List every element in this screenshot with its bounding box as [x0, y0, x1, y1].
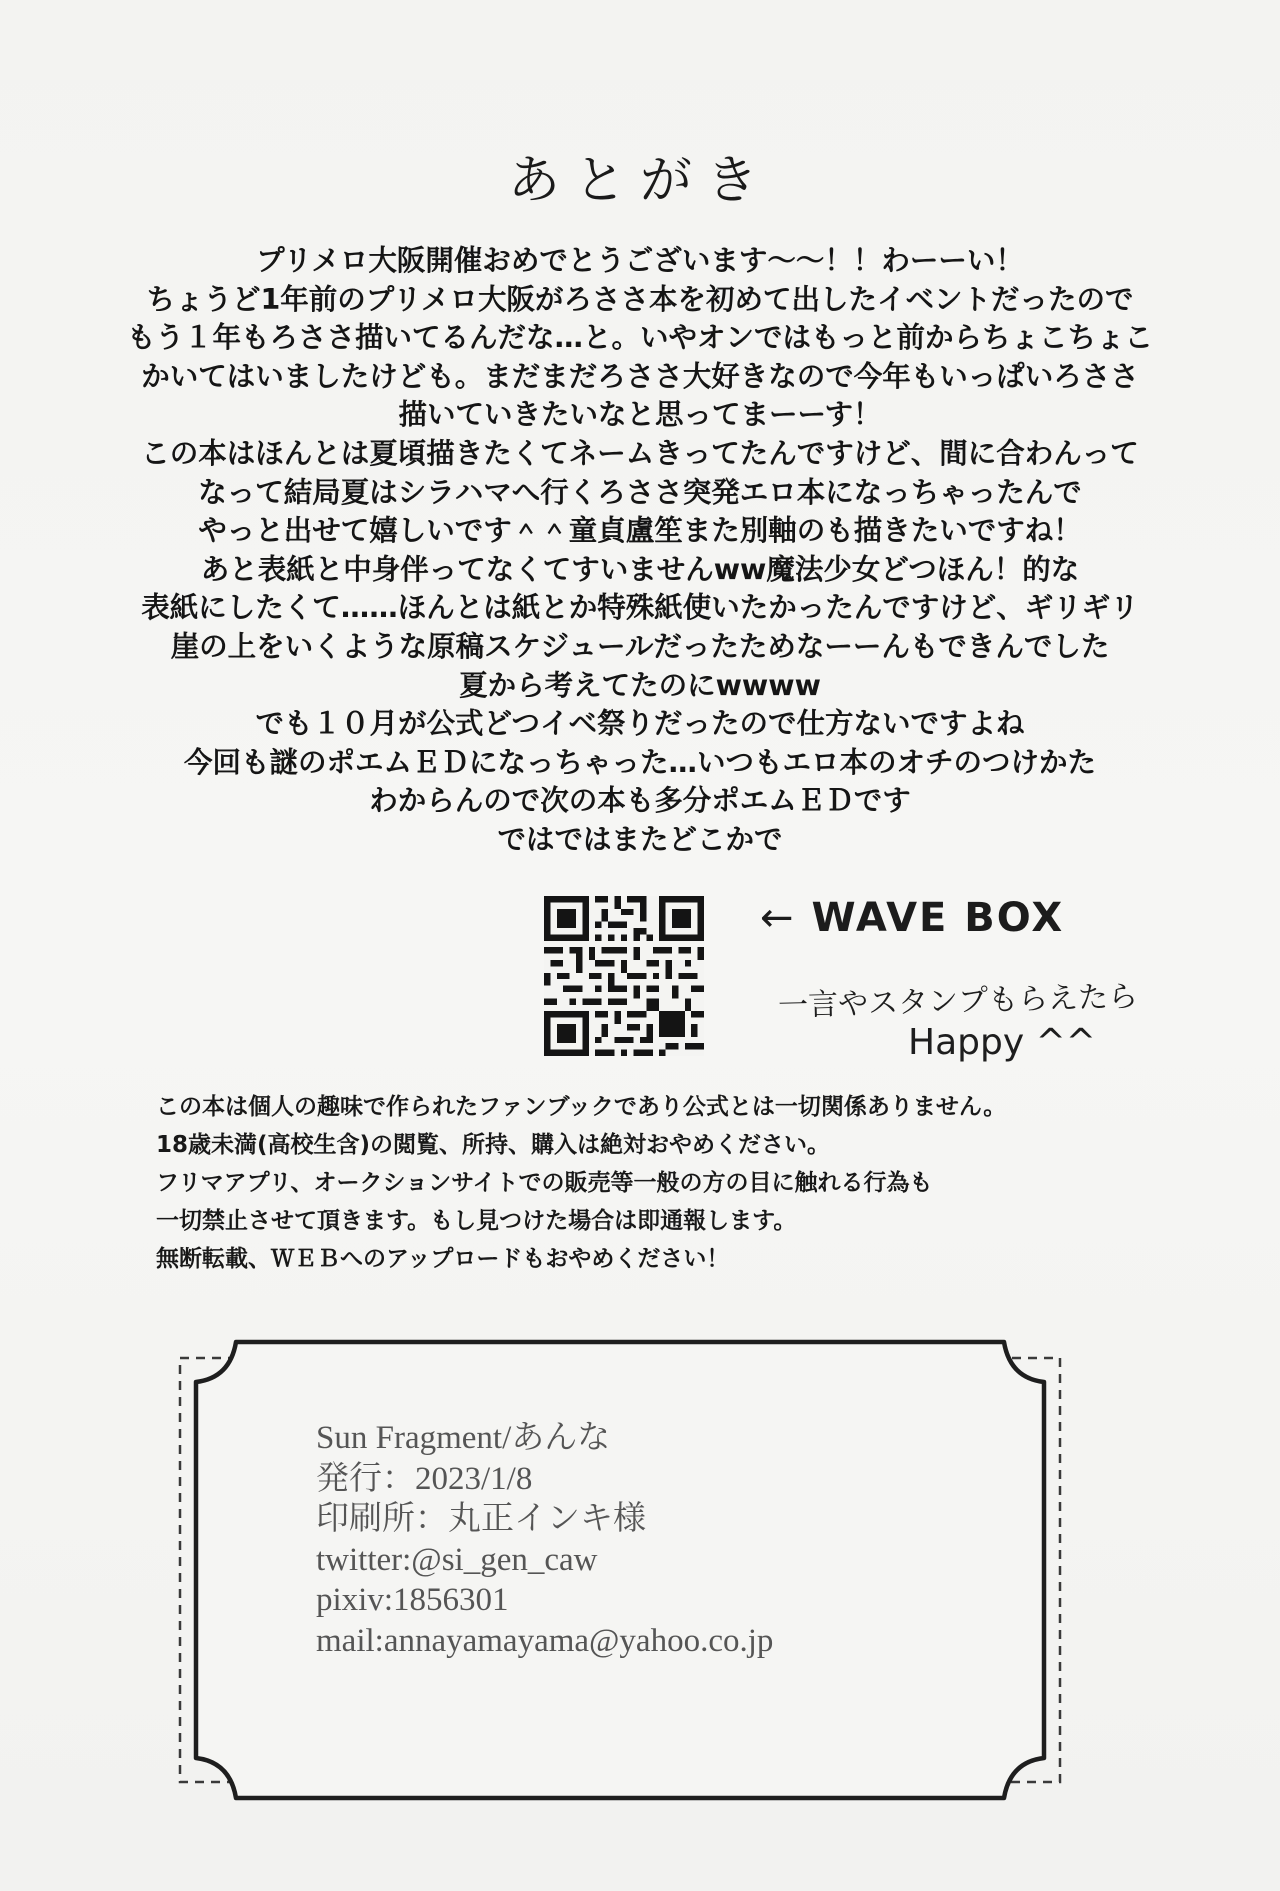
wavebox-text: WAVE BOX — [811, 895, 1065, 941]
wavebox-note: 一言やスタンプもらえたら — [777, 979, 1139, 1024]
afterword-line: やっと出せて嬉しいです＾＾童貞盧笙また別軸のも描きたいですね！ — [198, 514, 1082, 548]
colophon-twitter: twitter:@si_gen_caw — [316, 1541, 598, 1578]
wavebox-label — [760, 895, 1064, 941]
afterword-line: 今回も謎のポエムＥＤになっちゃった…いつもエロ本のオチのつけかた — [183, 745, 1096, 779]
afterword-line: この本はほんとは夏頃描きたくてネームきってたんですけど、間に合わんって — [141, 436, 1139, 470]
arrow-left-icon: ← — [760, 895, 796, 941]
notice-line: 一切禁止させて頂きます。もし見つけた場合は即通報します。 — [156, 1208, 797, 1234]
afterword-line: 表紙にしたくて……ほんとは紙とか特殊紙使いたかったんですけど、ギリギリ — [141, 591, 1139, 625]
afterword-line: ちょうど1年前のプリメロ大阪がろささ本を初めて出したイベントだったので — [146, 282, 1134, 316]
colophon-printer: 印刷所：丸正インキ様 — [316, 1501, 646, 1537]
afterword-text — [40, 242, 1240, 860]
afterword-line: 夏から考えてたのにwwww — [459, 668, 821, 702]
legal-notice — [156, 1088, 1156, 1278]
qr-code[interactable] — [544, 896, 704, 1056]
afterword-line: プリメロ大阪開催おめでとうございます〜〜！！わーーい！ — [256, 244, 1024, 277]
afterword-line: 描いていきたいなと思ってまーーす！ — [398, 398, 882, 432]
afterword-line: 崖の上をいくような原稿スケジュールだったためなーーんもできんでした — [170, 629, 1110, 663]
notice-line: 18歳未満(高校生含)の閲覧、所持、購入は絶対おやめください。 — [156, 1132, 831, 1158]
notice-line: この本は個人の趣味で作られたファンブックであり公式とは一切関係ありません。 — [156, 1094, 1007, 1120]
afterword-line: もう１年もろささ描いてるんだな…と。いやオンではもっと前からちょこちょこ — [126, 321, 1153, 355]
afterword-line: でも１０月が公式どつイベ祭りだったので仕方ないですよね — [255, 707, 1025, 741]
wavebox-happy: Happy ^^ — [908, 1022, 1096, 1063]
afterword-line: なって結局夏はシラハマへ行くろささ突発エロ本になっちゃったんで — [198, 475, 1082, 509]
afterword-line: あと表紙と中身伴ってなくてすいませんww魔法少女どつほん！的な — [200, 552, 1080, 586]
afterword-line: わからんので次の本も多分ポエムＥＤです — [369, 784, 911, 818]
colophon-published: 発行：2023/1/8 — [316, 1460, 533, 1497]
colophon-mail: mail:annayamayama@yahoo.co.jp — [316, 1622, 774, 1659]
page-title: あとがき — [507, 151, 772, 211]
colophon-circle: Sun Fragment/あんな — [316, 1420, 611, 1456]
colophon-pixiv: pixiv:1856301 — [316, 1582, 509, 1618]
notice-line: 無断転載、ＷＥＢへのアップロードもおやめください！ — [156, 1246, 730, 1272]
afterword-line: ではではまたどこかで — [497, 822, 783, 856]
notice-line: フリマアプリ、オークションサイトでの販売等一般の方の目に触れる行為も — [156, 1170, 933, 1196]
afterword-line: かいてはいましたけども。まだまだろささ大好きなので今年もいっぱいろささ — [141, 359, 1139, 393]
colophon — [316, 1418, 773, 1661]
